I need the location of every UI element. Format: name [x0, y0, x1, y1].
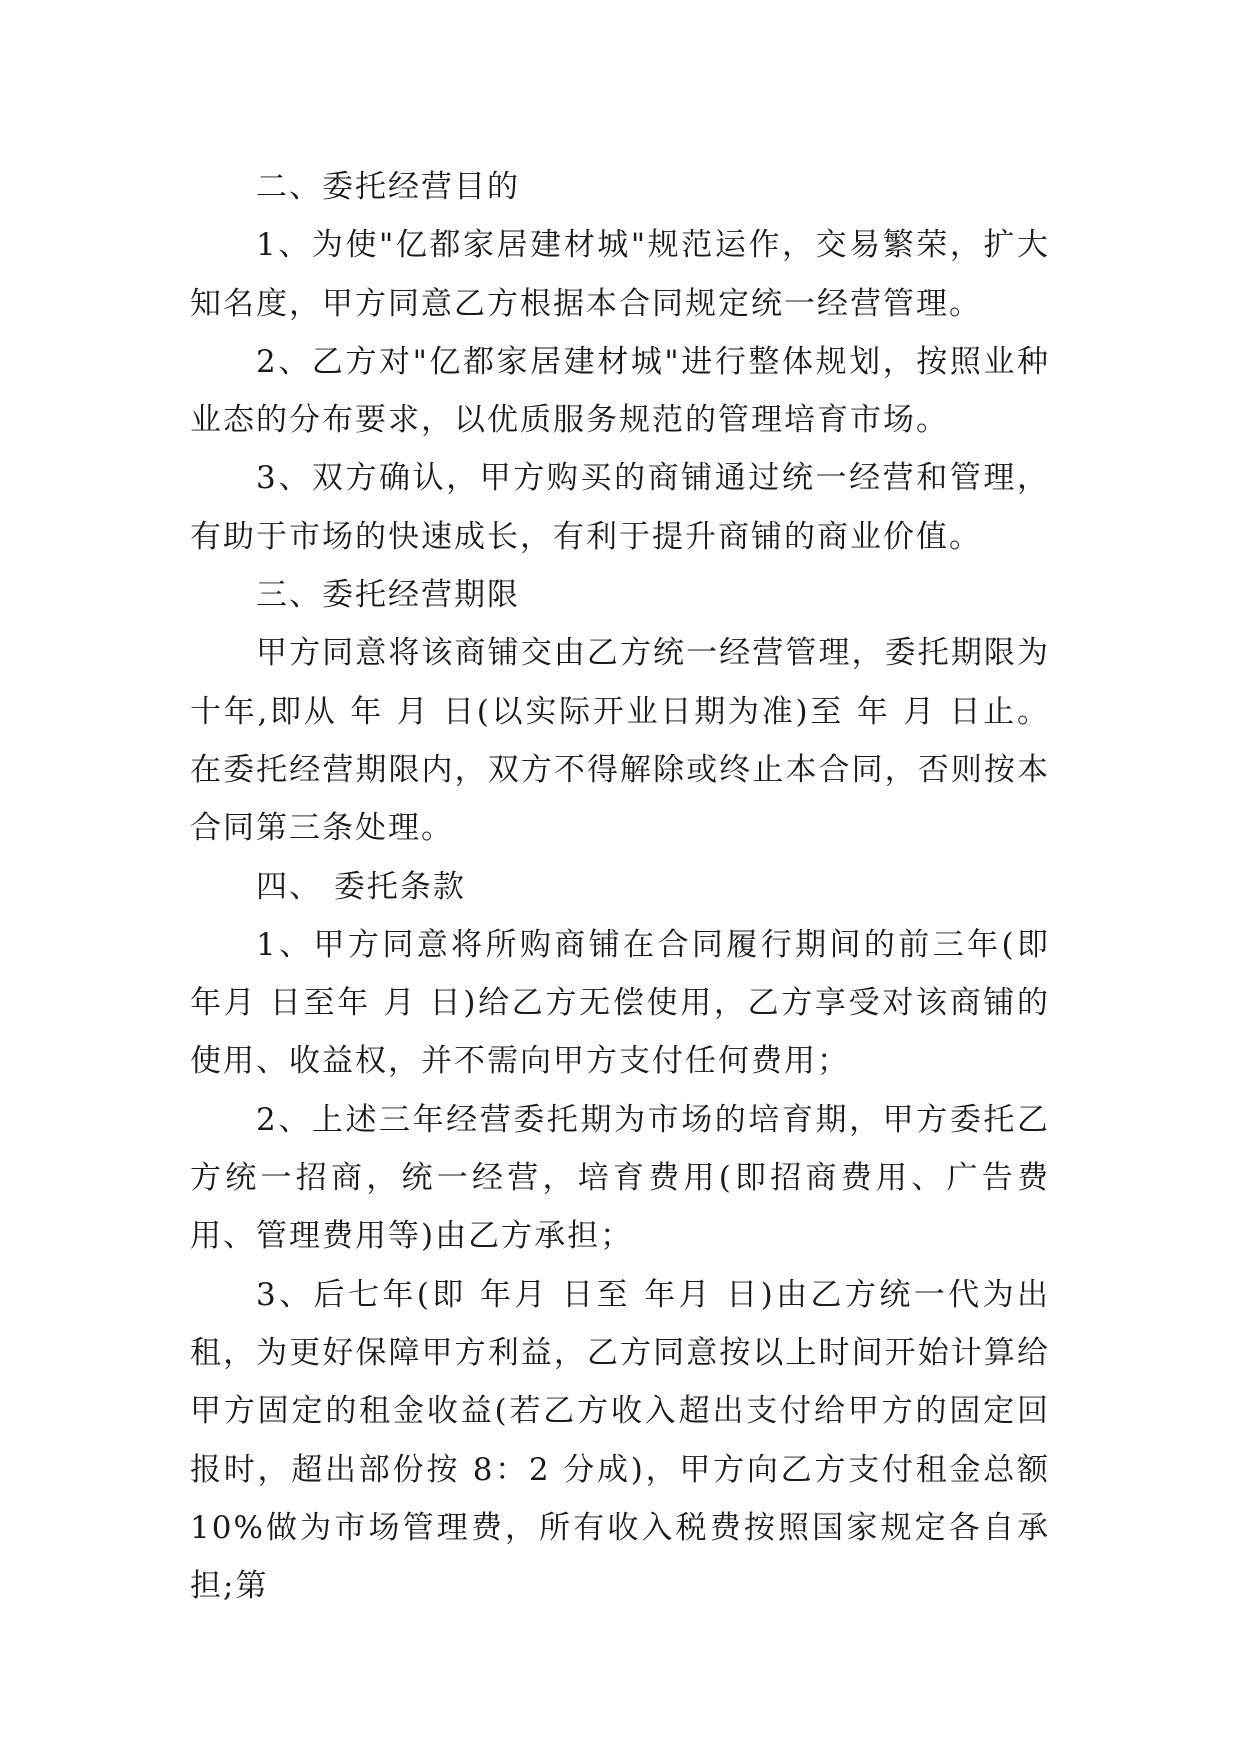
section-heading-term: 三、委托经营期限: [256, 577, 520, 614]
paragraph-clause-2: 2、上述三年经营委托期为市场的培育期，甲方委托乙方统一招商，统一经营，培育费用(即招商费用、广告费用、管理费用等)由乙方承担；: [190, 1101, 1050, 1255]
document-body: [190, 158, 1050, 1615]
paragraph-term: 甲方同意将该商铺交由乙方统一经营管理，委托期限为十年,即从 年 月 日(以实际开业日期为准)至 年 月 日止。在委托经营期限内，双方不得解除或终止本合同，否则按本合同第三条处理。: [190, 635, 1050, 847]
paragraph-purpose-1: 1、为使"亿都家居建材城"规范运作，交易繁荣，扩大知名度，甲方同意乙方根据本合同规定统一经营管理。: [190, 227, 1050, 322]
section-heading-purpose: 二、委托经营目的: [256, 169, 520, 205]
paragraph-purpose-3: 3、双方确认，甲方购买的商铺通过统一经营和管理，有助于市场的快速成长，有利于提升商铺的商业价值。: [190, 460, 1050, 555]
paragraph-clause-3: 3、后七年(即 年月 日至 年月 日)由乙方统一代为出租，为更好保障甲方利益，乙方同意按以上时间开始计算给甲方固定的租金收益(若乙方收入超出支付给甲方的固定回报时，超出部份按 8：2 分成)，甲方向乙方支付租金总额 10%做为市场管理费，所有收入税费按照国家规定各自承担;第: [190, 1276, 1050, 1605]
paragraph-purpose-2: 2、乙方对"亿都家居建材城"进行整体规划，按照业种业态的分布要求，以优质服务规范的管理培育市场。: [190, 343, 1050, 439]
paragraph-clause-1: 1、甲方同意将所购商铺在合同履行期间的前三年(即 年月 日至年 月 日)给乙方无偿使用，乙方享受对该商铺的使用、收益权，并不需向甲方支付任何费用；: [190, 926, 1050, 1080]
section-heading-clauses: 四、 委托条款: [256, 868, 466, 905]
